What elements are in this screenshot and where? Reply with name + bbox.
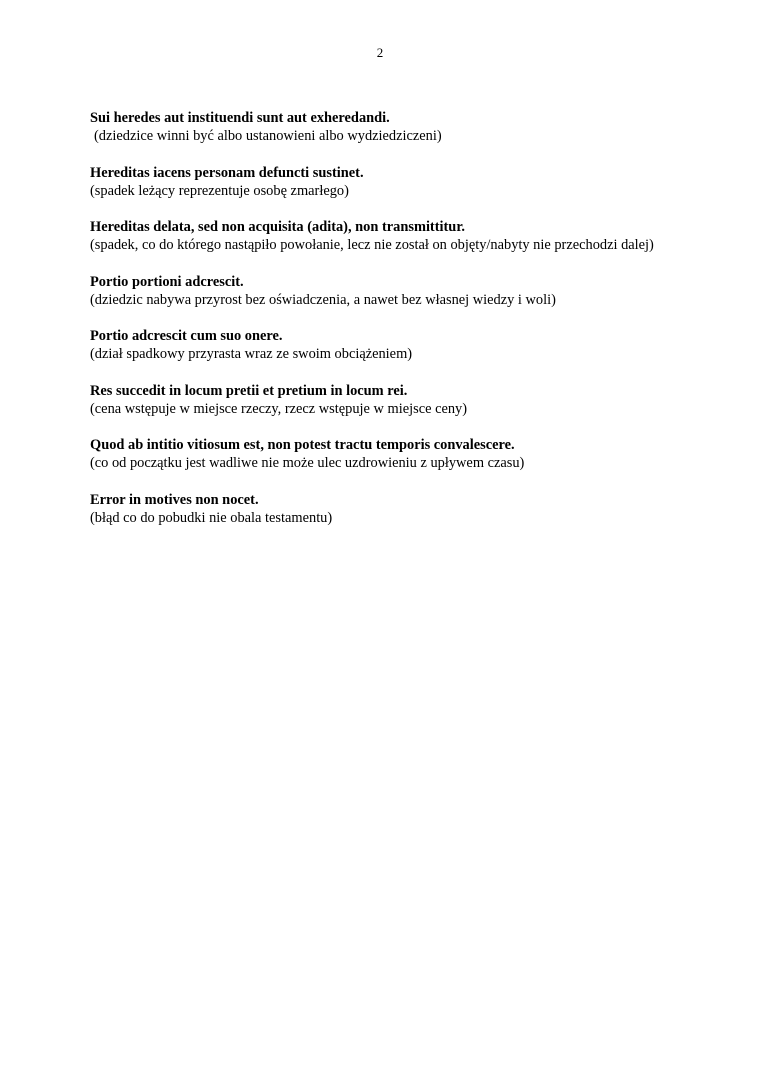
maxim-translation: (cena wstępuje w miejsce rzeczy, rzecz wstępuje w miejsce ceny) [90,400,468,417]
maxim-item [90,109,670,146]
maxim-translation: (spadek leżący reprezentuje osobę zmarłego) [90,182,349,199]
maxim-item [90,273,670,310]
maxim-translation: (błąd co do pobudki nie obala testamentu) [90,509,333,526]
maxim-translation-text: (dziedzice winni być albo ustanowieni albo wydziedziczeni) [94,128,442,145]
maxim-latin: Portio portioni adcrescit. [90,273,244,290]
maxim-latin: Sui heredes aut instituendi sunt aut exheredandi. [90,110,390,126]
maxim-latin: Quod ab intitio vitiosum est, non potest tractu temporis convalescere. [90,437,515,453]
maxim-latin: Res succedit in locum pretii et pretium in locum rei. [90,382,408,399]
maxim-translation: (dziedzic nabywa przyrost bez oświadczenia, a nawet bez własnej wiedzy i woli) [90,291,556,308]
page-number: 2 [376,45,384,60]
maxim-item [90,491,670,528]
maxim-translation [90,127,670,145]
maxim-item [90,327,670,364]
maxim-translation: (co od początku jest wadliwe nie może ulec uzdrowieniu z upływem czasu) [90,455,525,472]
maxim-translation: (spadek, co do którego nastąpiło powołanie, lecz nie został on objęty/nabyty nie przechodzi dalej) [90,237,654,254]
maxim-translation: (dział spadkowy przyrasta wraz ze swoim obciążeniem) [90,346,413,363]
maxim-latin: Portio adcrescit cum suo onere. [90,328,283,344]
maxim-item [90,164,670,201]
maxim-item [90,436,670,473]
maxim-latin: Error in motives non nocet. [90,491,259,508]
maxim-item [90,218,670,255]
maxim-latin: Hereditas iacens personam defuncti sustinet. [90,164,364,181]
maxims-list [90,109,670,545]
maxim-latin: Hereditas delata, sed non acquisita (adita), non transmittitur. [90,219,465,235]
maxim-item [90,382,670,419]
